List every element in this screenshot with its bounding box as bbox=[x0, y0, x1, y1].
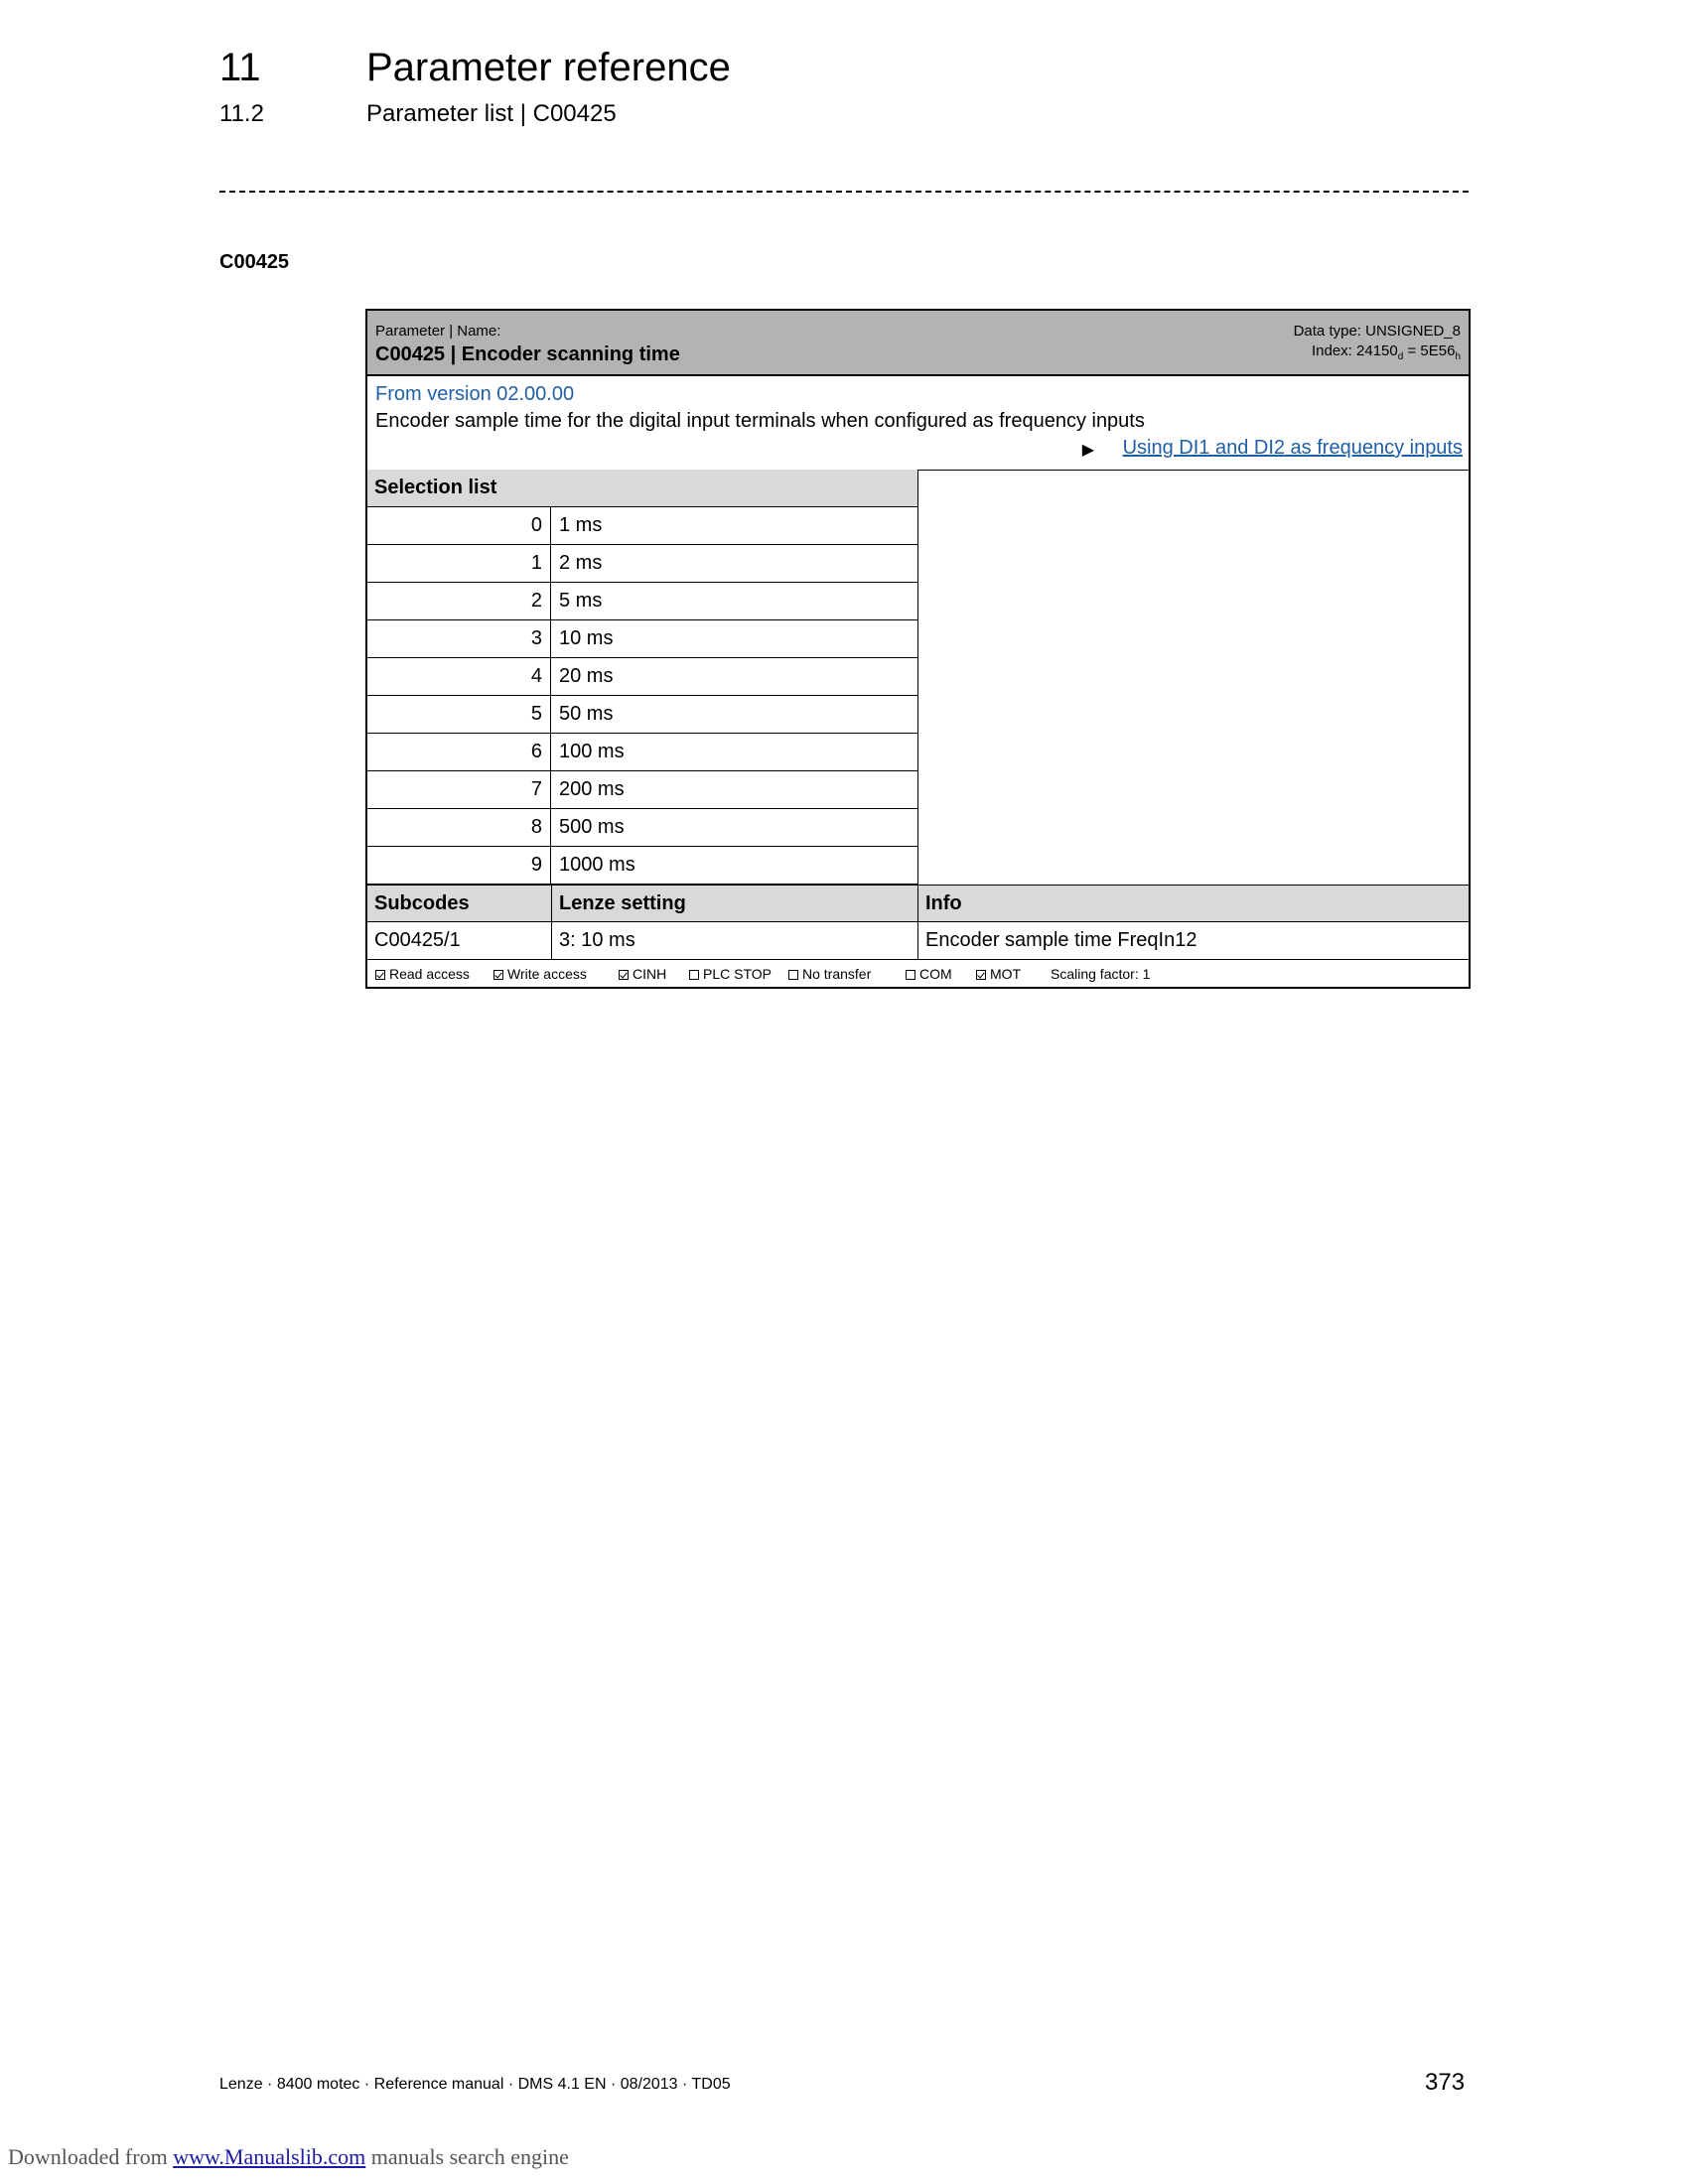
download-suffix: manuals search engine bbox=[365, 2144, 569, 2169]
selection-value: 10 ms bbox=[559, 627, 614, 649]
selection-row bbox=[367, 545, 918, 583]
description-text: Encoder sample time for the digital input terminals when configured as frequency inputs bbox=[375, 410, 1145, 432]
checkbox-icon bbox=[976, 970, 986, 980]
index-sub-d: d bbox=[1397, 351, 1404, 362]
selection-value: 500 ms bbox=[559, 816, 625, 838]
info-cell: Encoder sample time FreqIn12 bbox=[925, 929, 1197, 951]
selection-value: 2 ms bbox=[559, 552, 603, 574]
parameter-heading: C00425 bbox=[219, 251, 290, 273]
manualslib-link[interactable]: www.Manualslib.com bbox=[173, 2144, 366, 2169]
access-flag-com bbox=[906, 966, 952, 982]
selection-number: 2 bbox=[367, 583, 551, 619]
index-value bbox=[1312, 342, 1461, 362]
checkbox-icon bbox=[906, 970, 915, 980]
description-block bbox=[367, 376, 1469, 471]
selection-row bbox=[367, 809, 918, 847]
flag-label: Read access bbox=[389, 966, 470, 982]
download-prefix: Downloaded from bbox=[8, 2144, 174, 2169]
flag-label: CINH bbox=[633, 966, 667, 982]
access-flag-mot bbox=[976, 966, 1021, 982]
selection-value: 5 ms bbox=[559, 590, 603, 612]
selection-number: 8 bbox=[367, 809, 551, 846]
access-flag-cinh bbox=[619, 966, 666, 982]
chapter-title: Parameter reference bbox=[366, 46, 731, 89]
selection-number: 3 bbox=[367, 620, 551, 657]
data-type: Data type: UNSIGNED_8 bbox=[1293, 323, 1461, 340]
triangle-right-icon: ▶ bbox=[1081, 442, 1094, 459]
selection-value: 50 ms bbox=[559, 703, 614, 725]
access-flag-no-transfer bbox=[788, 966, 871, 982]
selection-row bbox=[367, 507, 918, 545]
access-flag-plc-stop bbox=[689, 966, 772, 982]
index-sub-h: h bbox=[1455, 351, 1461, 362]
flag-label: Write access bbox=[507, 966, 587, 982]
selection-row bbox=[367, 658, 918, 696]
checkbox-icon bbox=[493, 970, 503, 980]
info-col-header: Info bbox=[925, 892, 962, 914]
parameter-table bbox=[365, 309, 1471, 989]
chapter-number: 11 bbox=[219, 46, 261, 89]
access-flag-write bbox=[493, 966, 587, 982]
selection-row bbox=[367, 620, 918, 658]
subcode-cell: C00425/1 bbox=[367, 922, 552, 959]
flag-label: PLC STOP bbox=[703, 966, 772, 982]
index-mid: = 5E56 bbox=[1403, 342, 1456, 359]
selection-number: 6 bbox=[367, 734, 551, 770]
checkbox-icon bbox=[619, 970, 629, 980]
selection-value: 200 ms bbox=[559, 778, 625, 800]
index-prefix: Index: 24150 bbox=[1311, 342, 1398, 359]
page-number: 373 bbox=[1425, 2069, 1466, 2096]
selection-list-title: Selection list bbox=[374, 477, 497, 498]
selection-row bbox=[367, 734, 918, 771]
selection-row bbox=[367, 583, 918, 620]
selection-row bbox=[367, 771, 918, 809]
checkbox-icon bbox=[689, 970, 699, 980]
access-flags-row bbox=[367, 960, 1469, 989]
selection-number: 4 bbox=[367, 658, 551, 695]
access-flag-read bbox=[375, 966, 470, 982]
selection-value: 20 ms bbox=[559, 665, 614, 687]
selection-number: 9 bbox=[367, 847, 551, 884]
section-number: 11.2 bbox=[219, 100, 264, 127]
frequency-inputs-link[interactable]: Using DI1 and DI2 as frequency inputs bbox=[1122, 437, 1463, 459]
lenze-setting-cell: 3: 10 ms bbox=[552, 922, 918, 959]
version-note: From version 02.00.00 bbox=[375, 383, 575, 405]
flag-label: No transfer bbox=[802, 966, 872, 982]
table-header bbox=[367, 311, 1469, 376]
checkbox-icon bbox=[375, 970, 385, 980]
section-title: Parameter list | C00425 bbox=[366, 100, 617, 127]
selection-number: 0 bbox=[367, 507, 551, 544]
selection-list-header bbox=[367, 470, 918, 507]
flag-label: COM bbox=[919, 966, 952, 982]
selection-number: 5 bbox=[367, 696, 551, 733]
selection-number: 1 bbox=[367, 545, 551, 582]
selection-value: 1000 ms bbox=[559, 854, 635, 876]
scaling-factor: Scaling factor: 1 bbox=[1051, 966, 1151, 982]
lenze-setting-col-header: Lenze setting bbox=[552, 886, 918, 921]
selection-value: 100 ms bbox=[559, 741, 625, 762]
selection-number: 7 bbox=[367, 771, 551, 808]
subcode-row bbox=[367, 922, 1469, 960]
selection-row bbox=[367, 696, 918, 734]
page-footer: Lenze · 8400 motec · Reference manual · DMS 4.1 EN · 08/2013 · TD05 bbox=[219, 2076, 731, 2093]
download-note bbox=[8, 2144, 569, 2170]
header-label: Parameter | Name: bbox=[375, 323, 501, 340]
subcodes-header bbox=[367, 885, 1469, 922]
selection-value: 1 ms bbox=[559, 514, 603, 536]
selection-row bbox=[367, 847, 918, 885]
dashed-divider bbox=[219, 191, 1469, 193]
checkbox-icon bbox=[788, 970, 798, 980]
flag-label: MOT bbox=[990, 966, 1022, 982]
subcodes-col-header: Subcodes bbox=[367, 886, 552, 921]
parameter-name: C00425 | Encoder scanning time bbox=[375, 343, 680, 365]
